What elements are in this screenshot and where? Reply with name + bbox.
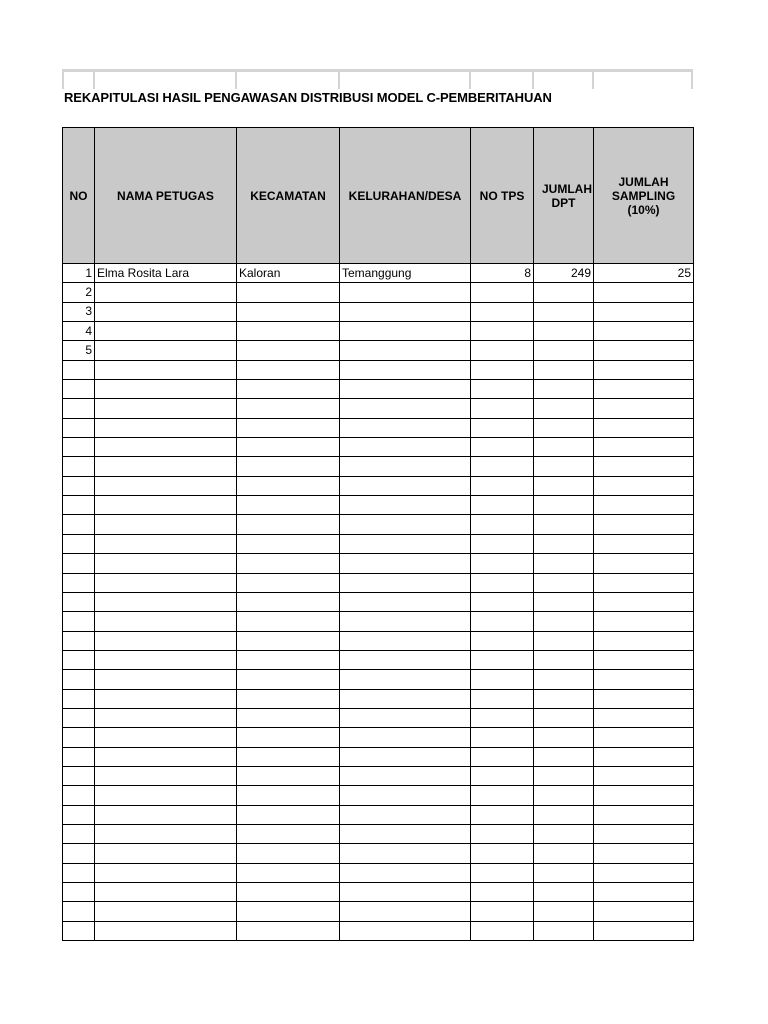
cell-kelurahan-desa	[340, 341, 471, 360]
cell-no-tps	[471, 689, 534, 708]
cell-no: 1	[63, 264, 95, 283]
cell-jumlah-dpt	[534, 438, 594, 457]
cell-nama-petugas	[95, 728, 237, 747]
table-row	[63, 592, 694, 611]
cell-nama-petugas	[95, 766, 237, 785]
table-row	[63, 360, 694, 379]
table-row	[63, 650, 694, 669]
cell-jumlah-dpt	[534, 708, 594, 727]
cell-no-tps	[471, 515, 534, 534]
cell-jumlah-sampling	[594, 399, 694, 418]
document-title: REKAPITULASI HASIL PENGAWASAN DISTRIBUSI MODEL C-PEMBERITAHUAN	[64, 90, 552, 105]
cell-jumlah-sampling	[594, 921, 694, 940]
cell-jumlah-sampling	[594, 534, 694, 553]
cell-jumlah-sampling	[594, 592, 694, 611]
cell-kelurahan-desa	[340, 457, 471, 476]
cell-jumlah-dpt	[534, 805, 594, 824]
cell-kecamatan: Kaloran	[237, 264, 340, 283]
cell-jumlah-sampling	[594, 708, 694, 727]
cell-no	[63, 534, 95, 553]
cell-nama-petugas	[95, 573, 237, 592]
cell-jumlah-dpt	[534, 515, 594, 534]
cell-nama-petugas	[95, 380, 237, 399]
cell-jumlah-dpt	[534, 322, 594, 341]
cell-jumlah-dpt	[534, 283, 594, 302]
cell-kecamatan	[237, 728, 340, 747]
cell-nama-petugas	[95, 631, 237, 650]
cell-kelurahan-desa: Temanggung	[340, 264, 471, 283]
cell-no	[63, 863, 95, 882]
cell-no	[63, 496, 95, 515]
cell-jumlah-dpt	[534, 689, 594, 708]
cell-jumlah-sampling	[594, 766, 694, 785]
table-row	[63, 921, 694, 940]
table-row	[63, 399, 694, 418]
cell-no	[63, 728, 95, 747]
cell-no-tps	[471, 554, 534, 573]
cell-jumlah-sampling	[594, 418, 694, 437]
table-row	[63, 902, 694, 921]
cell-jumlah-sampling	[594, 786, 694, 805]
cell-no-tps	[471, 418, 534, 437]
cell-kecamatan	[237, 438, 340, 457]
cell-kecamatan	[237, 689, 340, 708]
cell-no-tps	[471, 766, 534, 785]
cell-kelurahan-desa	[340, 650, 471, 669]
cell-jumlah-dpt	[534, 360, 594, 379]
cell-no	[63, 689, 95, 708]
cell-kecamatan	[237, 824, 340, 843]
cell-kecamatan	[237, 747, 340, 766]
cell-jumlah-sampling	[594, 728, 694, 747]
table-row	[63, 380, 694, 399]
cell-kelurahan-desa	[340, 592, 471, 611]
cell-jumlah-sampling	[594, 515, 694, 534]
header-no-tps: NO TPS	[471, 128, 534, 264]
cell-kelurahan-desa	[340, 708, 471, 727]
cell-jumlah-dpt	[534, 747, 594, 766]
cell-jumlah-dpt	[534, 883, 594, 902]
table-row	[63, 496, 694, 515]
cell-no	[63, 786, 95, 805]
cell-jumlah-dpt	[534, 844, 594, 863]
table-row	[63, 534, 694, 553]
cell-nama-petugas	[95, 302, 237, 321]
cell-kecamatan	[237, 612, 340, 631]
cell-jumlah-dpt	[534, 302, 594, 321]
cell-kelurahan-desa	[340, 302, 471, 321]
cell-jumlah-dpt	[534, 573, 594, 592]
cell-jumlah-sampling	[594, 902, 694, 921]
cell-no	[63, 573, 95, 592]
cell-kecamatan	[237, 592, 340, 611]
cell-jumlah-sampling	[594, 883, 694, 902]
cell-no-tps	[471, 283, 534, 302]
cell-kecamatan	[237, 631, 340, 650]
cell-jumlah-dpt	[534, 921, 594, 940]
cell-nama-petugas	[95, 689, 237, 708]
cell-no: 3	[63, 302, 95, 321]
cell-nama-petugas	[95, 824, 237, 843]
cell-kecamatan	[237, 554, 340, 573]
cell-kelurahan-desa	[340, 573, 471, 592]
table-row	[63, 283, 694, 302]
cell-kelurahan-desa	[340, 418, 471, 437]
cell-no-tps	[471, 708, 534, 727]
header-jumlah-dpt: JUMLAH DPT	[534, 128, 594, 264]
cell-kecamatan	[237, 302, 340, 321]
cell-jumlah-dpt	[534, 341, 594, 360]
cell-no	[63, 805, 95, 824]
cell-kelurahan-desa	[340, 805, 471, 824]
cell-nama-petugas	[95, 418, 237, 437]
cell-no: 2	[63, 283, 95, 302]
header-row	[63, 128, 694, 264]
cell-no	[63, 380, 95, 399]
table-row	[63, 844, 694, 863]
cell-nama-petugas	[95, 844, 237, 863]
cell-no: 4	[63, 322, 95, 341]
cell-jumlah-sampling	[594, 360, 694, 379]
cell-no-tps	[471, 883, 534, 902]
cell-kelurahan-desa	[340, 689, 471, 708]
table-row	[63, 824, 694, 843]
cell-kecamatan	[237, 360, 340, 379]
cell-kelurahan-desa	[340, 631, 471, 650]
cell-kelurahan-desa	[340, 863, 471, 882]
cell-no-tps	[471, 631, 534, 650]
cell-no-tps	[471, 476, 534, 495]
cell-no	[63, 844, 95, 863]
cell-no	[63, 438, 95, 457]
cell-jumlah-sampling	[594, 631, 694, 650]
cell-kecamatan	[237, 515, 340, 534]
cell-jumlah-dpt	[534, 380, 594, 399]
cell-nama-petugas	[95, 805, 237, 824]
cell-no-tps	[471, 805, 534, 824]
cell-jumlah-sampling	[594, 476, 694, 495]
cell-jumlah-dpt	[534, 670, 594, 689]
cell-no	[63, 418, 95, 437]
cell-no-tps	[471, 399, 534, 418]
table-row	[63, 515, 694, 534]
cell-no	[63, 631, 95, 650]
cell-nama-petugas	[95, 883, 237, 902]
header-kelurahan-desa: KELURAHAN/DESA	[340, 128, 471, 264]
cell-no	[63, 360, 95, 379]
cell-nama-petugas	[95, 283, 237, 302]
cell-jumlah-sampling	[594, 747, 694, 766]
cell-no	[63, 554, 95, 573]
cell-no-tps	[471, 670, 534, 689]
cell-kecamatan	[237, 418, 340, 437]
table-row	[63, 728, 694, 747]
rekap-table	[62, 127, 694, 941]
cell-jumlah-dpt	[534, 418, 594, 437]
cell-jumlah-sampling	[594, 457, 694, 476]
cell-no-tps	[471, 747, 534, 766]
cell-kecamatan	[237, 766, 340, 785]
cell-nama-petugas	[95, 863, 237, 882]
cell-no-tps	[471, 360, 534, 379]
cell-nama-petugas	[95, 650, 237, 669]
cell-no	[63, 747, 95, 766]
cell-kecamatan	[237, 805, 340, 824]
cell-no-tps	[471, 612, 534, 631]
cell-nama-petugas	[95, 534, 237, 553]
cell-kecamatan	[237, 670, 340, 689]
table-row	[63, 573, 694, 592]
cell-no	[63, 476, 95, 495]
cell-kelurahan-desa	[340, 728, 471, 747]
cell-kecamatan	[237, 708, 340, 727]
cell-kecamatan	[237, 786, 340, 805]
cell-nama-petugas	[95, 360, 237, 379]
cell-nama-petugas	[95, 515, 237, 534]
cell-jumlah-dpt	[534, 863, 594, 882]
cell-kelurahan-desa	[340, 883, 471, 902]
cell-no-tps	[471, 496, 534, 515]
cell-kecamatan	[237, 322, 340, 341]
cell-nama-petugas	[95, 592, 237, 611]
table-row	[63, 438, 694, 457]
cell-nama-petugas	[95, 670, 237, 689]
cell-kelurahan-desa	[340, 670, 471, 689]
cell-no-tps	[471, 786, 534, 805]
cell-jumlah-dpt	[534, 824, 594, 843]
cell-no-tps	[471, 438, 534, 457]
table-row	[63, 786, 694, 805]
cell-no-tps	[471, 650, 534, 669]
cell-jumlah-dpt	[534, 612, 594, 631]
table-row	[63, 341, 694, 360]
cell-nama-petugas	[95, 457, 237, 476]
cell-no-tps: 8	[471, 264, 534, 283]
cell-no	[63, 399, 95, 418]
cell-no-tps	[471, 457, 534, 476]
cell-nama-petugas	[95, 902, 237, 921]
cell-kelurahan-desa	[340, 766, 471, 785]
cell-no-tps	[471, 341, 534, 360]
cell-kelurahan-desa	[340, 322, 471, 341]
cell-no-tps	[471, 302, 534, 321]
cell-jumlah-sampling	[594, 573, 694, 592]
cell-no-tps	[471, 844, 534, 863]
cell-jumlah-sampling	[594, 341, 694, 360]
cell-jumlah-dpt	[534, 457, 594, 476]
cell-kecamatan	[237, 457, 340, 476]
table-row	[63, 883, 694, 902]
table-row	[63, 457, 694, 476]
cell-kecamatan	[237, 283, 340, 302]
cell-kecamatan	[237, 399, 340, 418]
cell-nama-petugas	[95, 786, 237, 805]
cell-jumlah-sampling	[594, 302, 694, 321]
cell-nama-petugas	[95, 612, 237, 631]
cell-no	[63, 902, 95, 921]
header-no: NO	[63, 128, 95, 264]
cell-no	[63, 824, 95, 843]
table-row	[63, 689, 694, 708]
table-row	[63, 418, 694, 437]
cell-kelurahan-desa	[340, 554, 471, 573]
cell-jumlah-dpt	[534, 728, 594, 747]
cell-kelurahan-desa	[340, 921, 471, 940]
cell-jumlah-sampling: 25	[594, 264, 694, 283]
cell-jumlah-dpt	[534, 786, 594, 805]
cell-nama-petugas	[95, 921, 237, 940]
cell-kelurahan-desa	[340, 515, 471, 534]
cell-kelurahan-desa	[340, 380, 471, 399]
cell-no-tps	[471, 824, 534, 843]
cell-jumlah-sampling	[594, 689, 694, 708]
cell-kelurahan-desa	[340, 612, 471, 631]
cell-no	[63, 515, 95, 534]
cell-kecamatan	[237, 650, 340, 669]
cell-jumlah-dpt	[534, 766, 594, 785]
cell-jumlah-dpt	[534, 476, 594, 495]
cell-no-tps	[471, 728, 534, 747]
cell-no-tps	[471, 863, 534, 882]
cell-jumlah-dpt	[534, 631, 594, 650]
cell-jumlah-sampling	[594, 438, 694, 457]
cell-jumlah-dpt	[534, 399, 594, 418]
table-row	[63, 670, 694, 689]
cell-kelurahan-desa	[340, 902, 471, 921]
cell-jumlah-sampling	[594, 554, 694, 573]
cell-no	[63, 883, 95, 902]
cell-nama-petugas	[95, 476, 237, 495]
table-row	[63, 612, 694, 631]
cell-kecamatan	[237, 534, 340, 553]
table-body	[63, 264, 694, 941]
cell-no	[63, 650, 95, 669]
cell-jumlah-sampling	[594, 322, 694, 341]
cell-kecamatan	[237, 341, 340, 360]
cell-jumlah-dpt	[534, 592, 594, 611]
cell-jumlah-sampling	[594, 844, 694, 863]
cell-kelurahan-desa	[340, 844, 471, 863]
table-row	[63, 302, 694, 321]
cell-nama-petugas	[95, 399, 237, 418]
cell-kelurahan-desa	[340, 496, 471, 515]
cell-nama-petugas	[95, 438, 237, 457]
cell-jumlah-dpt: 249	[534, 264, 594, 283]
cell-kelurahan-desa	[340, 824, 471, 843]
cell-jumlah-sampling	[594, 380, 694, 399]
cell-kecamatan	[237, 380, 340, 399]
table-row	[63, 747, 694, 766]
cell-no-tps	[471, 380, 534, 399]
cell-nama-petugas	[95, 554, 237, 573]
cell-no	[63, 670, 95, 689]
cell-no	[63, 592, 95, 611]
cell-kecamatan	[237, 902, 340, 921]
cell-jumlah-sampling	[594, 863, 694, 882]
cell-nama-petugas: Elma Rosita Lara	[95, 264, 237, 283]
table-row	[63, 264, 694, 283]
cell-kelurahan-desa	[340, 438, 471, 457]
cell-kecamatan	[237, 496, 340, 515]
cell-kelurahan-desa	[340, 476, 471, 495]
cell-nama-petugas	[95, 322, 237, 341]
table-row	[63, 631, 694, 650]
cell-nama-petugas	[95, 747, 237, 766]
header-kecamatan: KECAMATAN	[237, 128, 340, 264]
cell-kecamatan	[237, 573, 340, 592]
table-row	[63, 708, 694, 727]
cell-kelurahan-desa	[340, 747, 471, 766]
cell-kelurahan-desa	[340, 283, 471, 302]
table-row	[63, 322, 694, 341]
header-jumlah-sampling: JUMLAH SAMPLING (10%)	[594, 128, 694, 264]
table-row	[63, 805, 694, 824]
cell-no	[63, 766, 95, 785]
cell-no-tps	[471, 534, 534, 553]
cell-nama-petugas	[95, 341, 237, 360]
table-row	[63, 554, 694, 573]
table-row	[63, 863, 694, 882]
cell-jumlah-sampling	[594, 650, 694, 669]
cell-kelurahan-desa	[340, 786, 471, 805]
cell-jumlah-dpt	[534, 496, 594, 515]
cell-kelurahan-desa	[340, 399, 471, 418]
cell-jumlah-sampling	[594, 805, 694, 824]
table-row	[63, 476, 694, 495]
cell-no	[63, 708, 95, 727]
cell-jumlah-sampling	[594, 283, 694, 302]
cell-no: 5	[63, 341, 95, 360]
cell-jumlah-sampling	[594, 496, 694, 515]
cell-no	[63, 612, 95, 631]
cell-jumlah-sampling	[594, 670, 694, 689]
cell-kelurahan-desa	[340, 360, 471, 379]
cell-nama-petugas	[95, 708, 237, 727]
cell-no	[63, 921, 95, 940]
cell-jumlah-sampling	[594, 824, 694, 843]
cell-no-tps	[471, 573, 534, 592]
cell-kecamatan	[237, 844, 340, 863]
cell-no	[63, 457, 95, 476]
cell-jumlah-sampling	[594, 612, 694, 631]
cell-jumlah-dpt	[534, 534, 594, 553]
cell-no-tps	[471, 322, 534, 341]
cell-nama-petugas	[95, 496, 237, 515]
cell-kelurahan-desa	[340, 534, 471, 553]
cell-jumlah-dpt	[534, 650, 594, 669]
cell-no-tps	[471, 592, 534, 611]
cell-kecamatan	[237, 476, 340, 495]
cell-kecamatan	[237, 883, 340, 902]
cell-kecamatan	[237, 863, 340, 882]
cell-no-tps	[471, 902, 534, 921]
cell-jumlah-dpt	[534, 554, 594, 573]
header-nama-petugas: NAMA PETUGAS	[95, 128, 237, 264]
cell-no-tps	[471, 921, 534, 940]
cell-jumlah-dpt	[534, 902, 594, 921]
top-empty-header-strip	[62, 69, 693, 88]
cell-kecamatan	[237, 921, 340, 940]
table-row	[63, 766, 694, 785]
